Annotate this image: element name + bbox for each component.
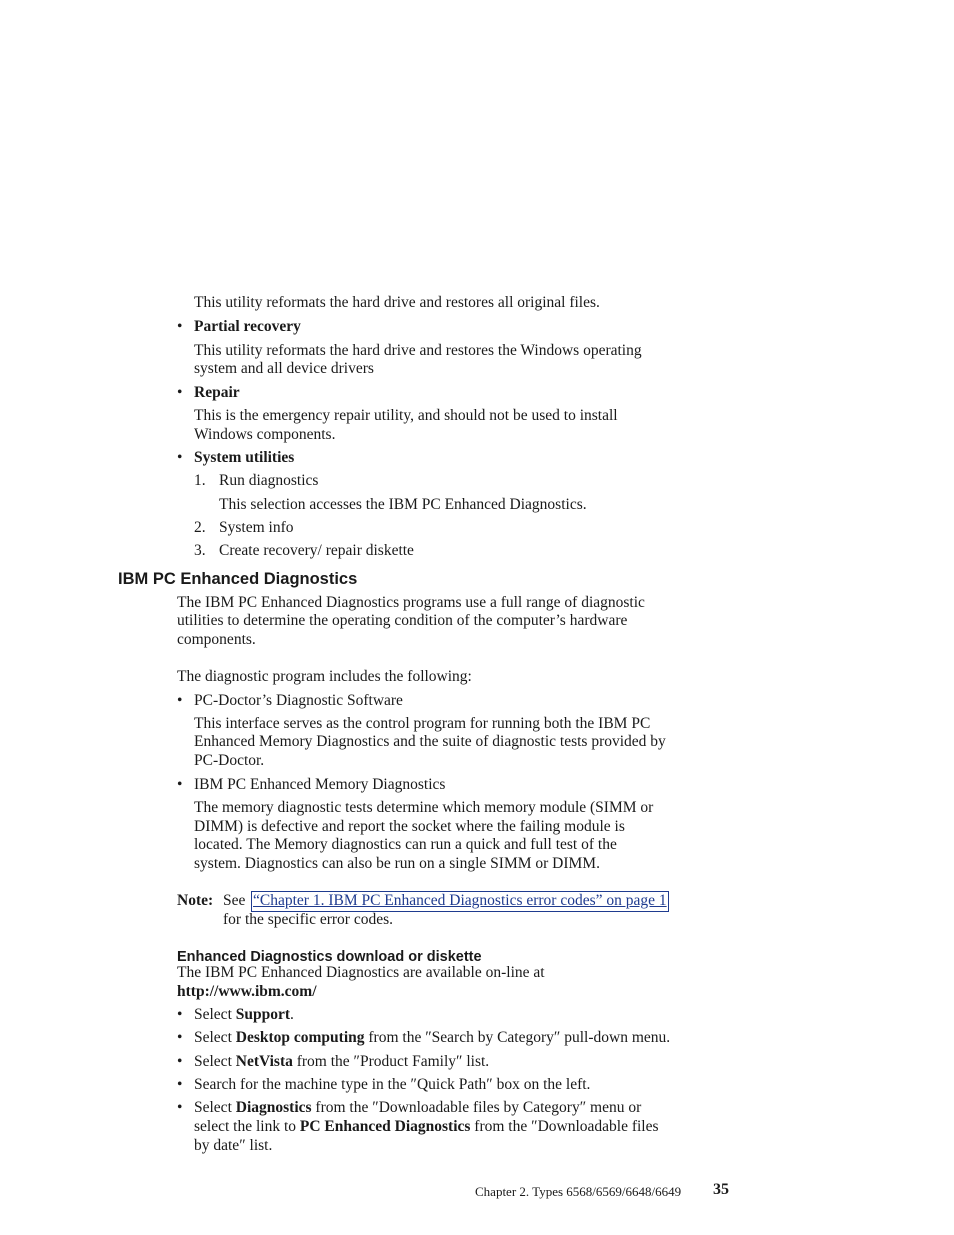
- select-word: Select: [194, 1053, 232, 1070]
- step-rest: from the ″Downloadable files by Category″ menu or: [315, 1099, 642, 1116]
- download-heading: Enhanced Diagnostics download or diskette: [177, 949, 482, 965]
- bullet-marker: •: [177, 384, 183, 401]
- includes-line: The diagnostic program includes the following:: [177, 668, 472, 685]
- memory-desc-line3: located. The Memory diagnostics can run a quick and full test of the: [194, 836, 617, 853]
- footer-chapter: Chapter 2. Types 6568/6569/6648/6649: [475, 1184, 682, 1199]
- pc-doctor-title: PC-Doctor’s Diagnostic Software: [194, 692, 403, 709]
- select-word: Select: [194, 1099, 232, 1116]
- pc-doctor-desc-line2: Enhanced Memory Diagnostics and the suite of diagnostic tests provided by: [194, 733, 666, 750]
- step-diagnostics-line3: by date″ list.: [194, 1137, 273, 1154]
- chapter1-error-codes-link[interactable]: “Chapter 1. IBM PC Enhanced Diagnostics error codes” on page 1: [251, 891, 669, 912]
- ibm-url: http://www.ibm.com/: [177, 983, 317, 1000]
- note-see: See: [223, 892, 246, 909]
- pc-enhanced-diagnostics-label: PC Enhanced Diagnostics: [299, 1118, 471, 1135]
- bullet-marker: •: [177, 1099, 183, 1116]
- memory-desc-line4: system. Diagnostics can also be run on a single SIMM or DIMM.: [194, 855, 600, 872]
- diagnostics-label: Diagnostics: [235, 1099, 312, 1116]
- pc-doctor-desc-line1: This interface serves as the control program for running both the IBM PC: [194, 715, 651, 732]
- download-intro: The IBM PC Enhanced Diagnostics are available on-line at: [177, 964, 545, 981]
- memory-desc-line2: DIMM) is defective and report the socket where the failing module is: [194, 818, 625, 835]
- bullet-marker: •: [177, 1029, 183, 1046]
- note-label: Note:: [177, 892, 214, 909]
- section-heading: IBM PC Enhanced Diagnostics: [118, 570, 358, 588]
- select-word: Select: [194, 1029, 232, 1046]
- step-text: from the ″Downloadable files: [474, 1118, 659, 1135]
- support-label: Support: [235, 1006, 291, 1023]
- page-number: 35: [713, 1181, 729, 1198]
- step-diagnostics-line2: [194, 1118, 659, 1137]
- partial-recovery-desc-line2: system and all device drivers: [194, 360, 374, 377]
- step-text: select the link to: [194, 1118, 297, 1135]
- partial-recovery-desc-line1: This utility reformats the hard drive and restores the Windows operating: [194, 342, 642, 359]
- list-item-number: 1.: [194, 472, 206, 489]
- netvista-label: NetVista: [235, 1053, 293, 1070]
- repair-desc-line1: This is the emergency repair utility, and should not be used to install: [194, 407, 618, 424]
- memory-diagnostics-title: IBM PC Enhanced Memory Diagnostics: [194, 776, 446, 793]
- run-diagnostics-desc: This selection accesses the IBM PC Enhanced Diagnostics.: [219, 496, 587, 513]
- list-item-number: 2.: [194, 519, 206, 536]
- step-netvista: [194, 1053, 489, 1072]
- bullet-marker: •: [177, 692, 183, 709]
- memory-desc-line1: The memory diagnostic tests determine which memory module (SIMM or: [194, 799, 654, 816]
- bullet-marker: •: [177, 1006, 183, 1023]
- list-item-create-recovery: Create recovery/ repair diskette: [219, 542, 414, 559]
- pc-doctor-desc-line3: PC-Doctor.: [194, 752, 265, 769]
- step-quick-path: Search for the machine type in the ″Quick Path″ box on the left.: [194, 1076, 591, 1093]
- partial-recovery-title: Partial recovery: [194, 318, 301, 335]
- bullet-marker: •: [177, 449, 183, 466]
- period: .: [290, 1006, 294, 1023]
- bullet-marker: •: [177, 776, 183, 793]
- note-rest: for the specific error codes.: [223, 911, 393, 928]
- step-rest: from the ″Product Family″ list.: [296, 1053, 490, 1070]
- list-item-run-diagnostics: Run diagnostics: [219, 472, 319, 489]
- system-utilities-title: System utilities: [194, 449, 295, 466]
- desktop-computing-label: Desktop computing: [235, 1029, 365, 1046]
- step-desktop-computing: [194, 1029, 670, 1048]
- list-item-number: 3.: [194, 542, 206, 559]
- select-word: Select: [194, 1006, 232, 1023]
- bullet-marker: •: [177, 318, 183, 335]
- step-diagnostics-line1: [194, 1099, 641, 1118]
- intro-line1: The IBM PC Enhanced Diagnostics programs use a full range of diagnostic: [177, 594, 645, 611]
- intro-line2: utilities to determine the operating condition of the computer’s hardware: [177, 612, 628, 629]
- intro-line3: components.: [177, 631, 256, 648]
- repair-desc-line2: Windows components.: [194, 426, 336, 443]
- full-recovery-description: This utility reformats the hard drive and restores all original files.: [194, 294, 600, 311]
- bullet-marker: •: [177, 1076, 183, 1093]
- step-rest: from the ″Search by Category″ pull-down menu.: [368, 1029, 671, 1046]
- step-select-support: [194, 1006, 294, 1025]
- repair-title: Repair: [194, 384, 240, 401]
- list-item-system-info: System info: [219, 519, 294, 536]
- bullet-marker: •: [177, 1053, 183, 1070]
